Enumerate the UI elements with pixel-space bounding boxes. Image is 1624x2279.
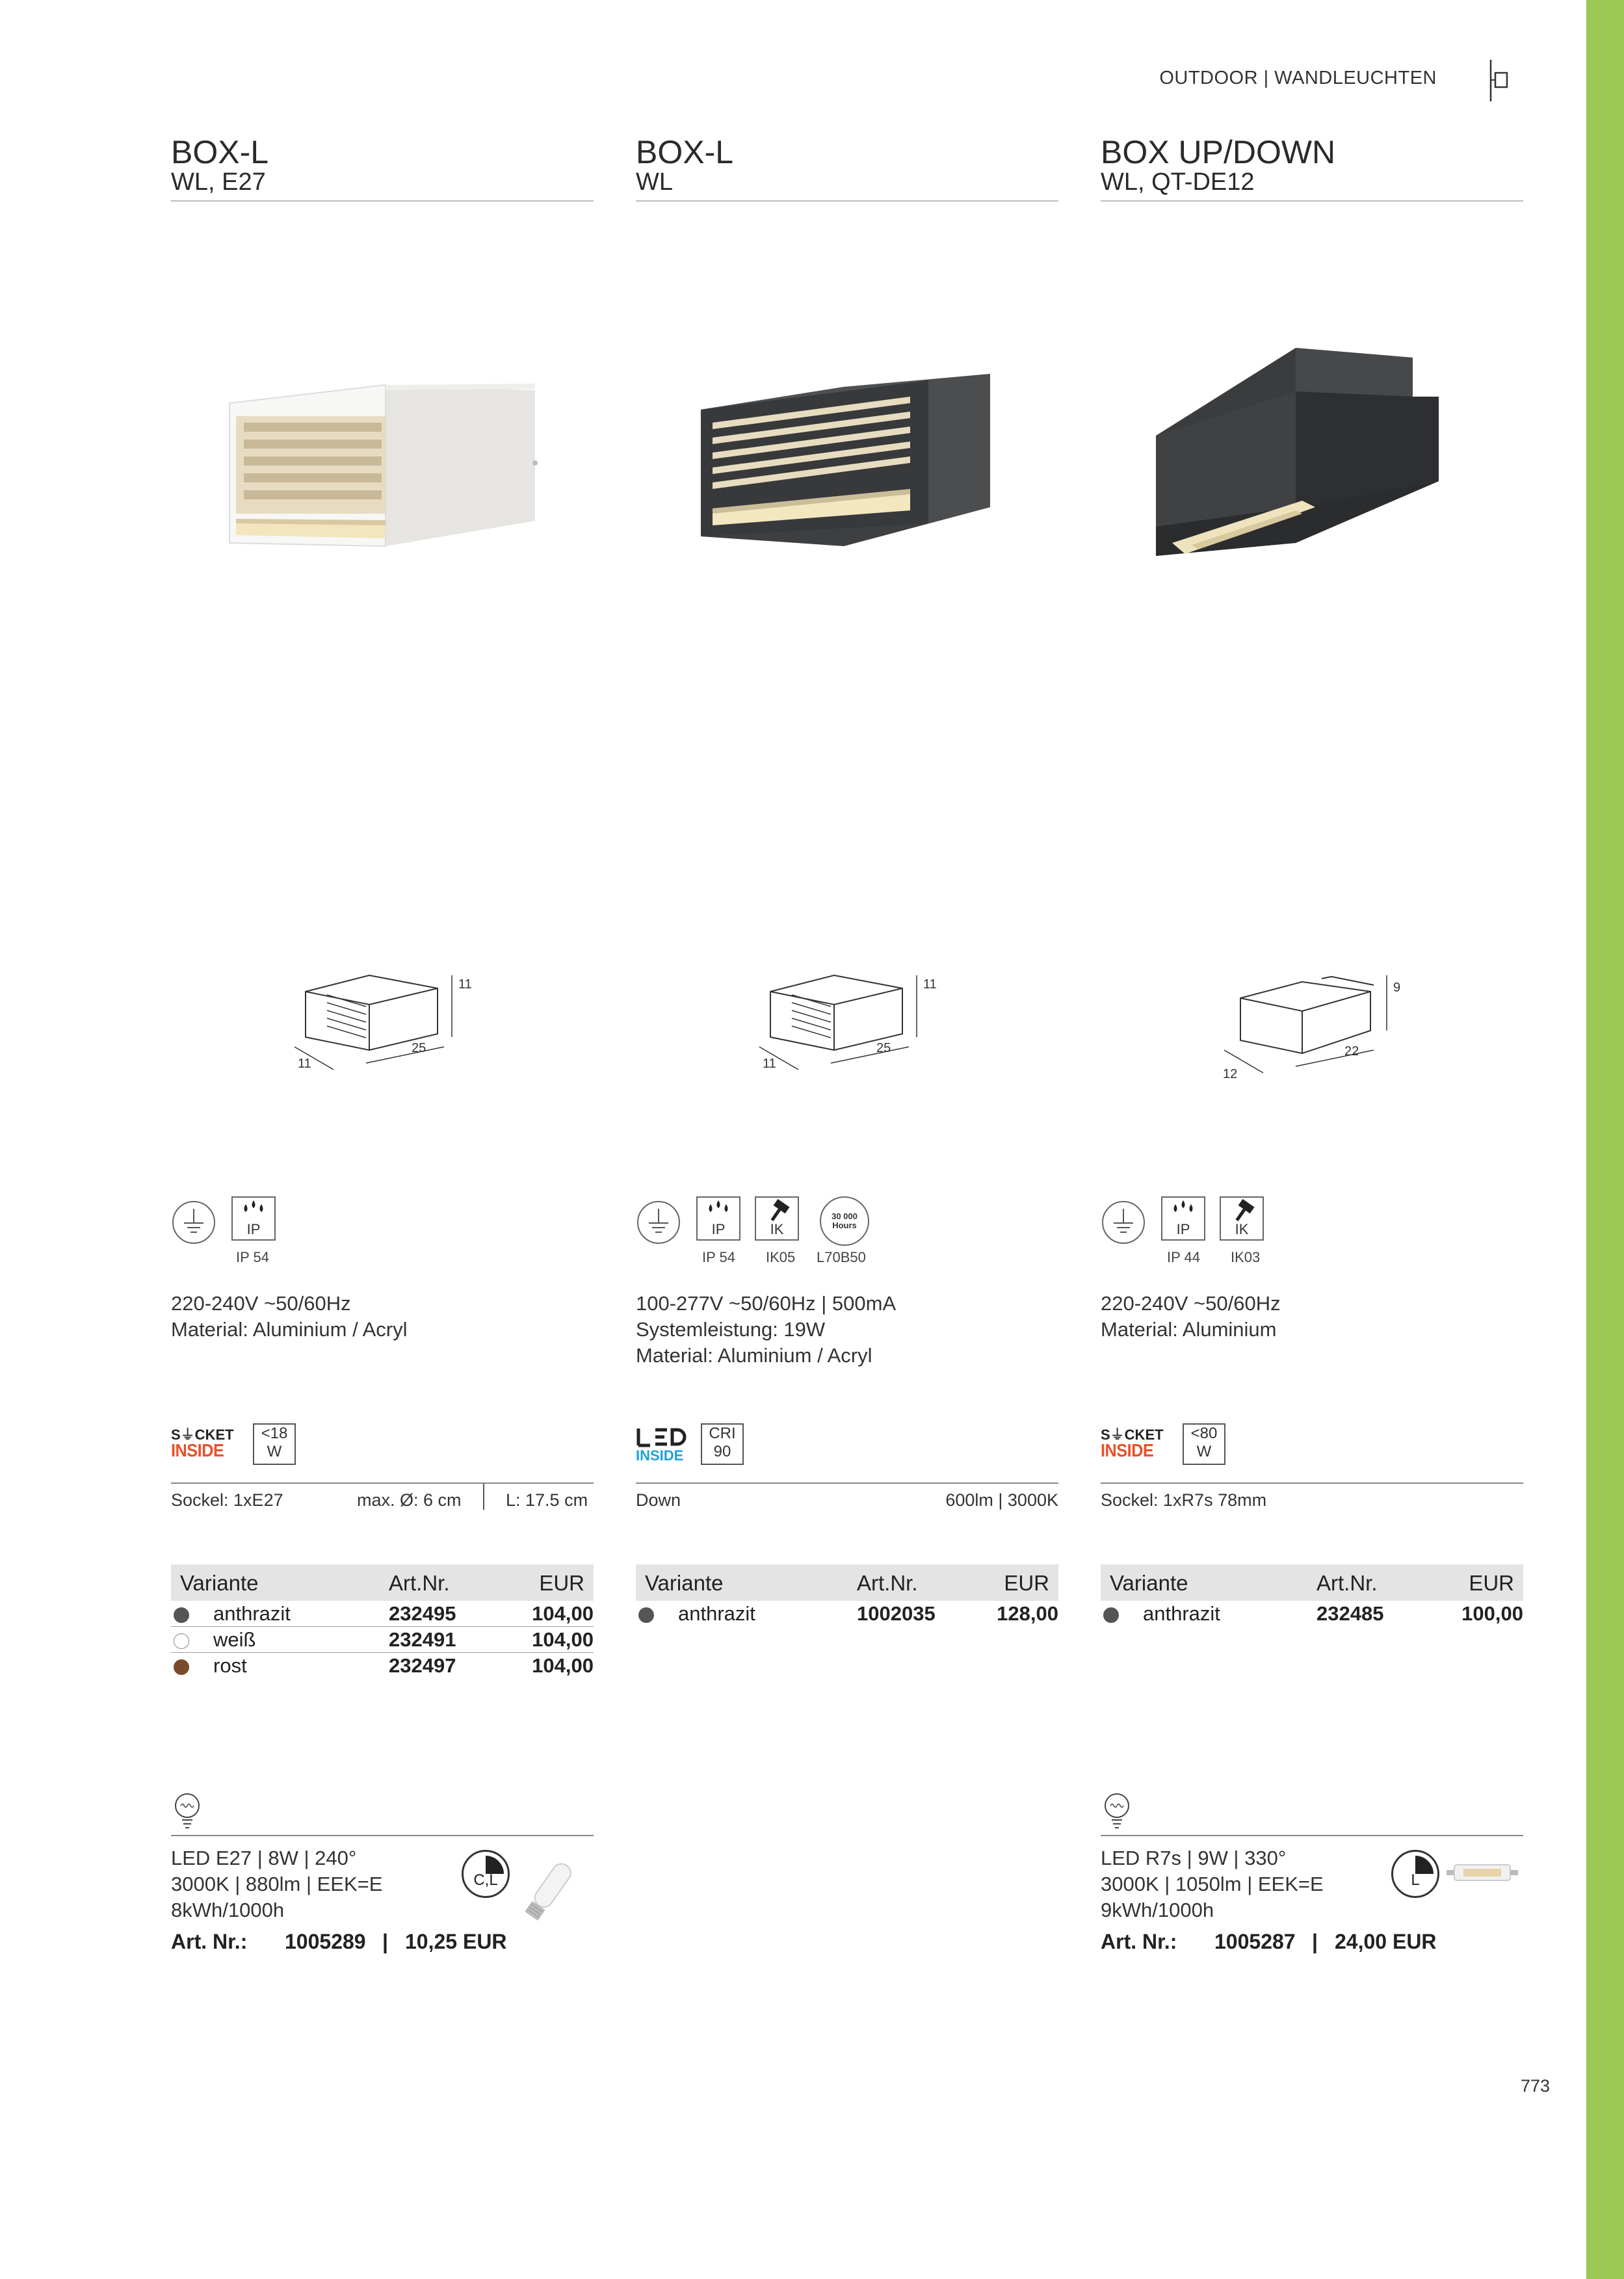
spec-line: Material: Aluminium / Acryl [636, 1344, 872, 1367]
lamp-divider [1101, 1835, 1523, 1836]
badge-row [171, 1421, 594, 1466]
product-title: BOX-L [171, 134, 269, 170]
spec-line: 220-240V ~50/60Hz [171, 1292, 351, 1315]
title-divider [636, 200, 1058, 202]
ip-label: IP [711, 1221, 726, 1237]
lifetime-caption: L70B50 [817, 1249, 866, 1265]
ip-rating-icon [231, 1196, 276, 1241]
max-wattage-badge: <80 W [1183, 1423, 1225, 1465]
product-column-box-l-led [636, 0, 1058, 2279]
ik-label: IK [1235, 1221, 1249, 1237]
dimension-drawing [636, 923, 1058, 1092]
color-swatch [1103, 1607, 1119, 1623]
category-header: OUTDOOR | WANDLEUCHTEN [1159, 68, 1437, 88]
ip-caption: IP 54 [702, 1249, 735, 1265]
spec-line: 220-240V ~50/60Hz [1101, 1292, 1281, 1315]
spec-line: Material: Aluminium [1101, 1318, 1277, 1341]
color-swatch [174, 1633, 189, 1649]
protection-class-icon [636, 1200, 681, 1245]
color-swatch [174, 1607, 189, 1623]
lamp-spec: LED E27 | 8W | 240° 3000K | 880lm | EEK=E 8kWh/1000h [171, 1847, 383, 1921]
table-row: anthrazit 232495 104,00 [171, 1601, 594, 1627]
output-info: 600lm | 3000K [945, 1490, 1058, 1510]
led-inside-logo: INSIDE [636, 1427, 688, 1466]
dim-width: 22 [1344, 1044, 1359, 1059]
product-subtitle: WL, QT-DE12 [1101, 168, 1255, 196]
max-wattage-badge: <18 W [253, 1423, 296, 1465]
product-subtitle: WL, E27 [171, 168, 266, 196]
length-info: L: 17.5 cm [506, 1490, 588, 1510]
color-swatch [638, 1607, 654, 1623]
info-divider [1101, 1482, 1523, 1484]
lamp-divider [171, 1835, 594, 1836]
ik-caption: IK03 [1231, 1249, 1261, 1265]
dim-width: 25 [412, 1041, 426, 1055]
dim-depth: 11 [763, 1057, 776, 1071]
r7s-lamp-image [1445, 1860, 1520, 1886]
info-divider [171, 1482, 594, 1484]
ip-label: IP [246, 1221, 261, 1237]
title-divider [1101, 200, 1523, 202]
protection-class-icon [1101, 1200, 1146, 1245]
bulb-icon [171, 1791, 203, 1830]
badge-row [1101, 1421, 1523, 1466]
dimmable-icon: L [1391, 1850, 1439, 1898]
spec-line: Material: Aluminium / Acryl [171, 1318, 408, 1341]
lamp-article-number: 1005289 [285, 1930, 366, 1953]
property-icons [171, 1193, 594, 1265]
spec-text [171, 1291, 408, 1343]
dim-height: 11 [458, 977, 472, 992]
protection-class-icon [171, 1200, 216, 1245]
accent-side-bar [1586, 0, 1624, 2279]
dim-height: 9 [1393, 981, 1401, 995]
badge-row [636, 1421, 1058, 1466]
variant-table [171, 1564, 594, 1679]
variant-table [636, 1564, 1058, 1627]
table-row: anthrazit 1002035 128,00 [636, 1601, 1058, 1627]
product-title: BOX UP/DOWN [1101, 134, 1336, 170]
info-divider [636, 1482, 1058, 1484]
table-header: Variante Art.Nr. EUR [636, 1564, 1058, 1601]
dim-depth: 12 [1223, 1067, 1238, 1081]
spec-text [636, 1291, 896, 1369]
spec-line: Systemleistung: 19W [636, 1318, 826, 1341]
table-row: rost 232497 104,00 [171, 1653, 594, 1679]
lamp-article-number: 1005287 [1214, 1930, 1296, 1953]
cri-badge: CRI 90 [701, 1423, 744, 1465]
socket-info: Sockel: 1xE27 [171, 1490, 283, 1510]
ip-caption: IP 44 [1167, 1249, 1200, 1265]
product-image-anthracite-box [636, 312, 1058, 598]
table-row: anthrazit 232485 100,00 [1101, 1601, 1523, 1627]
lamp-spec: LED R7s | 9W | 330° 3000K | 1050lm | EEK=E 9kWh/1000h [1101, 1847, 1324, 1921]
ip-rating-icon [696, 1196, 740, 1241]
dimmable-icon: C,L [462, 1850, 510, 1898]
lamp-price: 24,00 EUR [1335, 1930, 1437, 1953]
diameter-info: max. Ø: 6 cm [357, 1490, 462, 1510]
dimension-drawing [171, 923, 594, 1092]
direction-info: Down [636, 1490, 681, 1510]
ip-caption: IP 54 [236, 1249, 269, 1265]
spec-line: 100-277V ~50/60Hz | 500mA [636, 1292, 897, 1315]
dim-width: 25 [876, 1041, 891, 1055]
ik-caption: IK05 [766, 1249, 796, 1265]
dim-depth: 11 [298, 1057, 311, 1071]
product-column-box-up-down: BOX UP/DOWN WL, QT-DE12 9 22 12 IP IP 44 IK IK03 220-240V ~50/60Hz Material: Aluminium S⏚CKET INSIDE <80 W Sockel: 1xR7s 78mm Variante Art.Nr. EUR anthrazit 232485 100,00 LED R7s | 9W | 330° 3000K | 1050lm | EEK=E 9kWh/1000h L Art. Nr.: 1005287 | 24,00 EUR [1101, 134, 1523, 1953]
ip-rating-icon [1161, 1196, 1205, 1241]
ik-rating-icon [1220, 1196, 1264, 1241]
info-separator [483, 1484, 484, 1510]
variant-table [1101, 1564, 1523, 1627]
page-number: 773 [1520, 2076, 1550, 2096]
e27-lamp-image [516, 1856, 581, 1928]
dim-height: 11 [923, 977, 937, 992]
socket-inside-logo: S⏚CKET INSIDE [171, 1427, 234, 1460]
table-row: weiß 232491 104,00 [171, 1627, 594, 1653]
socket-inside-logo: S⏚CKET INSIDE [1101, 1427, 1164, 1460]
spec-text [1101, 1291, 1281, 1343]
lamp-price: 10,25 EUR [405, 1930, 507, 1953]
color-swatch [174, 1659, 189, 1675]
product-column-box-l-e27: BOX-L WL, E27 11 25 11 IP IP 54 220-240V ~50/60Hz Material: Aluminium / Acryl S⏚CKET INSIDE <18 W Sockel: 1xE27 max. Ø: 6 cm L: 17.5 cm Variante Art.Nr. EUR anthrazit 232495 104,00 weiß 232491 104,00 rost 232497 104,00 LED E27 | 8W | 240° 3000K | 880lm | EEK=E 8kWh/1000h C,L Art. Nr.: 1005289 | 10,25 EUR [171, 134, 594, 1953]
lifetime-hours-icon: 30 000 Hours [820, 1196, 869, 1246]
table-header: Variante Art.Nr. EUR [1101, 1564, 1523, 1601]
property-icons [636, 1193, 1058, 1265]
title-divider [171, 200, 594, 202]
ik-rating-icon [755, 1196, 799, 1241]
socket-info: Sockel: 1xR7s 78mm [1101, 1490, 1267, 1510]
ip-label: IP [1176, 1221, 1190, 1237]
product-image-white-box [171, 312, 594, 598]
ik-label: IK [770, 1221, 784, 1237]
bulb-icon [1101, 1791, 1133, 1830]
property-icons [1101, 1193, 1523, 1265]
dimension-drawing [1101, 923, 1523, 1092]
product-subtitle: WL [636, 168, 673, 196]
product-title: BOX-L [636, 134, 734, 170]
product-image-up-down-box [1101, 312, 1523, 598]
table-header: Variante Art.Nr. EUR [171, 1564, 594, 1601]
